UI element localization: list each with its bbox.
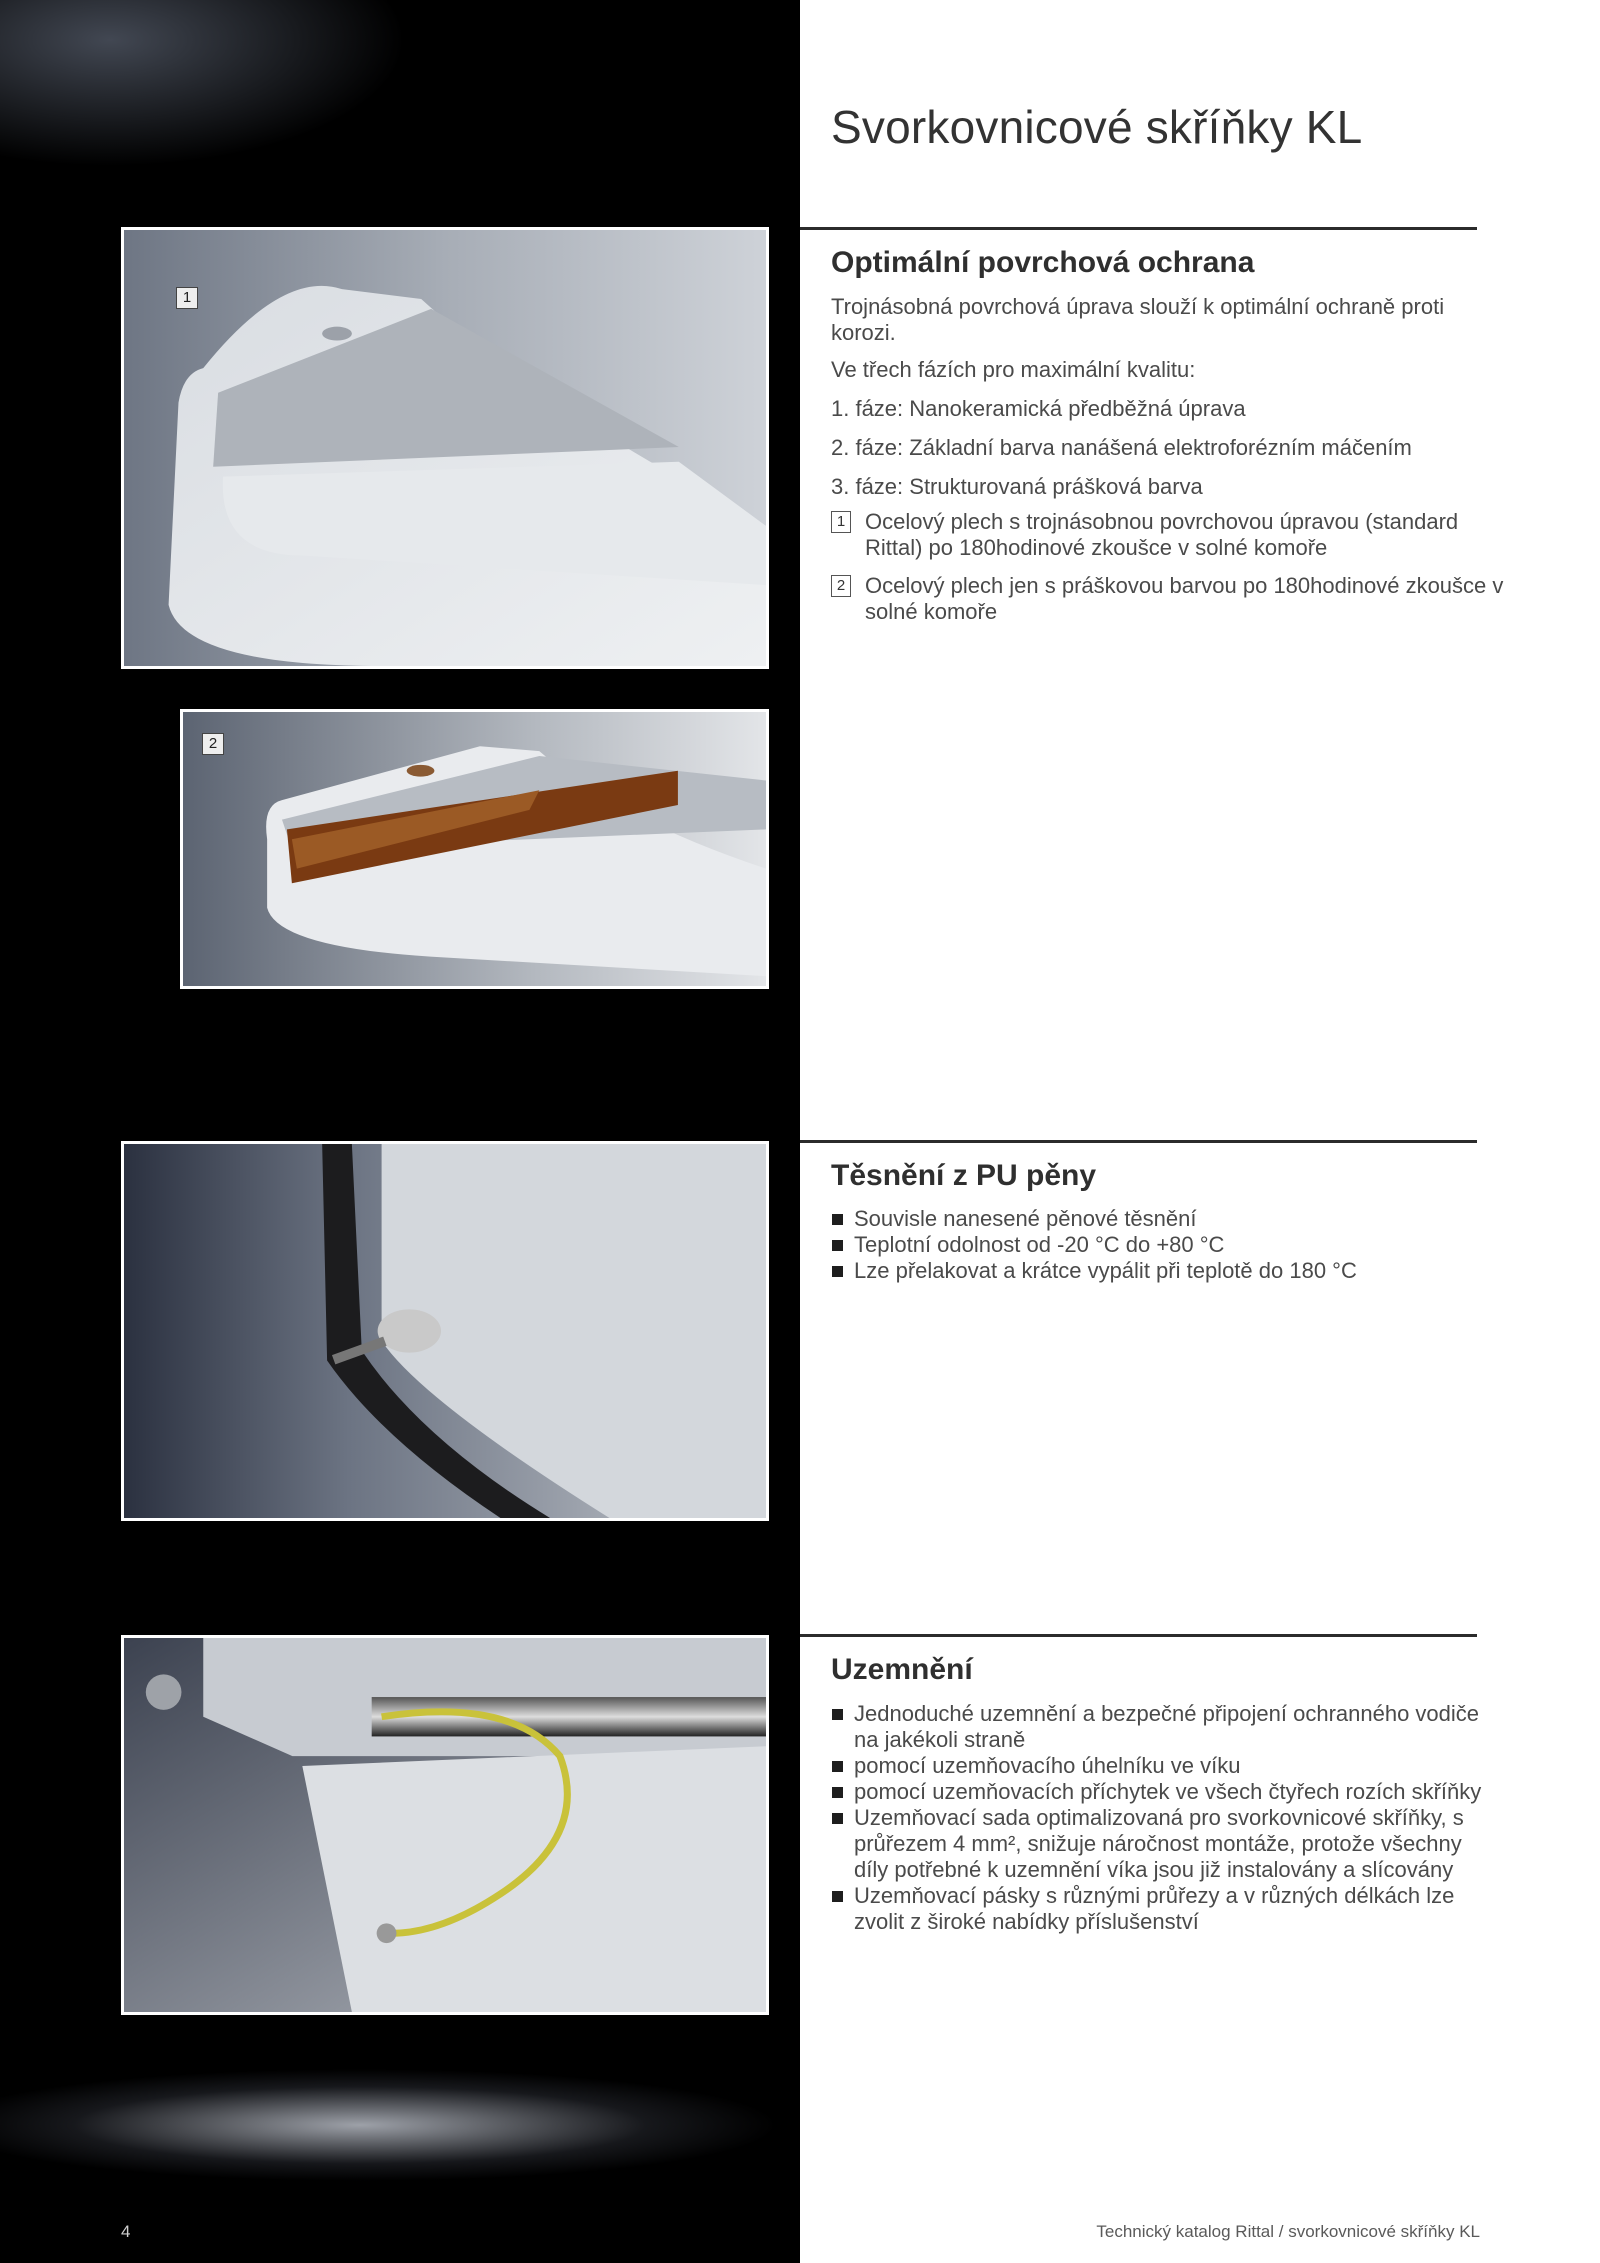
bullet-text: Jednoduché uzemnění a bezpečné připojení ochranného vodiče na jakékoli straně <box>854 1701 1480 1752</box>
bullet-text: Souvisle nanesené pěnové těsnění <box>854 1206 1197 1231</box>
section-divider <box>800 227 1477 230</box>
page-title: Svorkovnicové skříňky KL <box>831 101 1363 153</box>
foam-seal-illustration <box>124 1144 766 1518</box>
bullet-text: Uzemňovací sada optimalizovaná pro svorkovnicové skříňky, s průřezem 4 mm², snižuje náročnost montáže, protože všechny díly potřebné k uzemnění víka jsou již instalovány a slícovány <box>854 1805 1464 1882</box>
bullet-square-icon <box>832 1787 843 1798</box>
photo-badge: 2 <box>202 733 224 755</box>
bullet-square-icon <box>832 1891 843 1902</box>
photo-rusted-steel <box>180 709 769 989</box>
bullet-item <box>831 1883 1491 1935</box>
bullet-square-icon <box>832 1761 843 1772</box>
surface-intro-text: Trojnásobná povrchová úprava slouží k optimální ochraně proti korozi. <box>831 294 1445 345</box>
panel-glow-top <box>0 0 800 260</box>
catalog-footer: Technický katalog Rittal / svorkovnicové skříňky KL <box>1096 2222 1480 2241</box>
grounding-bullet-list <box>831 1701 1491 1935</box>
grounding-illustration <box>124 1638 766 2012</box>
bullet-text: pomocí uzemňovacích příchytek ve všech čtyřech rozích skříňky <box>854 1779 1482 1804</box>
section-divider <box>800 1634 1477 1637</box>
bullet-item <box>831 1258 1491 1284</box>
bullet-item <box>831 1701 1491 1753</box>
figure-caption-text: Ocelový plech s trojnásobnou povrchovou úpravou (standard Rittal) po 180hodinové zkoušce v solné komoře <box>865 509 1459 560</box>
page-number: 4 <box>121 2222 131 2241</box>
phases-intro-text: Ve třech fázích pro maximální kvalitu: <box>831 357 1196 382</box>
photo-badge: 1 <box>176 287 198 309</box>
bullet-square-icon <box>832 1813 843 1824</box>
bullet-text: pomocí uzemňovacího úhelníku ve víku <box>854 1753 1241 1778</box>
bullet-text: Uzemňovací pásky s různými průřezy a v různých délkách lze zvolit z široké nabídky příslušenství <box>854 1883 1455 1934</box>
bullet-text: Teplotní odolnost od -20 °C do +80 °C <box>854 1232 1225 1257</box>
figure-number: 1 <box>831 511 851 533</box>
bullet-square-icon <box>832 1266 843 1277</box>
bullet-item <box>831 1805 1491 1883</box>
bullet-square-icon <box>832 1240 843 1251</box>
panel-glow-bottom <box>0 2030 800 2190</box>
phase-item: 2. fáze: Základní barva nanášená elektroforézním máčením <box>831 435 1412 460</box>
photo-pu-foam-seal <box>121 1141 769 1521</box>
figure-number: 2 <box>831 575 851 597</box>
photo-coated-steel <box>121 227 769 669</box>
phase-item: 3. fáze: Strukturovaná prášková barva <box>831 474 1203 499</box>
bullet-item <box>831 1779 1491 1805</box>
rusted-steel-illustration <box>183 712 766 986</box>
section-divider <box>800 1140 1477 1143</box>
bullet-square-icon <box>832 1709 843 1720</box>
section-title: Těsnění z PU pěny <box>831 1159 1097 1192</box>
figure-caption <box>831 509 1511 561</box>
section-title: Uzemnění <box>831 1653 973 1686</box>
phase-item: 1. fáze: Nanokeramická předběžná úprava <box>831 396 1246 421</box>
bullet-item <box>831 1753 1491 1779</box>
bullet-text: Lze přelakovat a krátce vypálit při teplotě do 180 °C <box>854 1258 1357 1283</box>
figure-caption <box>831 573 1511 625</box>
coated-steel-illustration <box>124 230 766 666</box>
section-title: Optimální povrchová ochrana <box>831 246 1255 279</box>
foam-seal-bullet-list <box>831 1206 1491 1284</box>
bullet-square-icon <box>832 1214 843 1225</box>
bullet-item <box>831 1206 1491 1232</box>
bullet-item <box>831 1232 1491 1258</box>
photo-grounding <box>121 1635 769 2015</box>
figure-caption-text: Ocelový plech jen s práškovou barvou po 180hodinové zkoušce v solné komoře <box>865 573 1504 624</box>
